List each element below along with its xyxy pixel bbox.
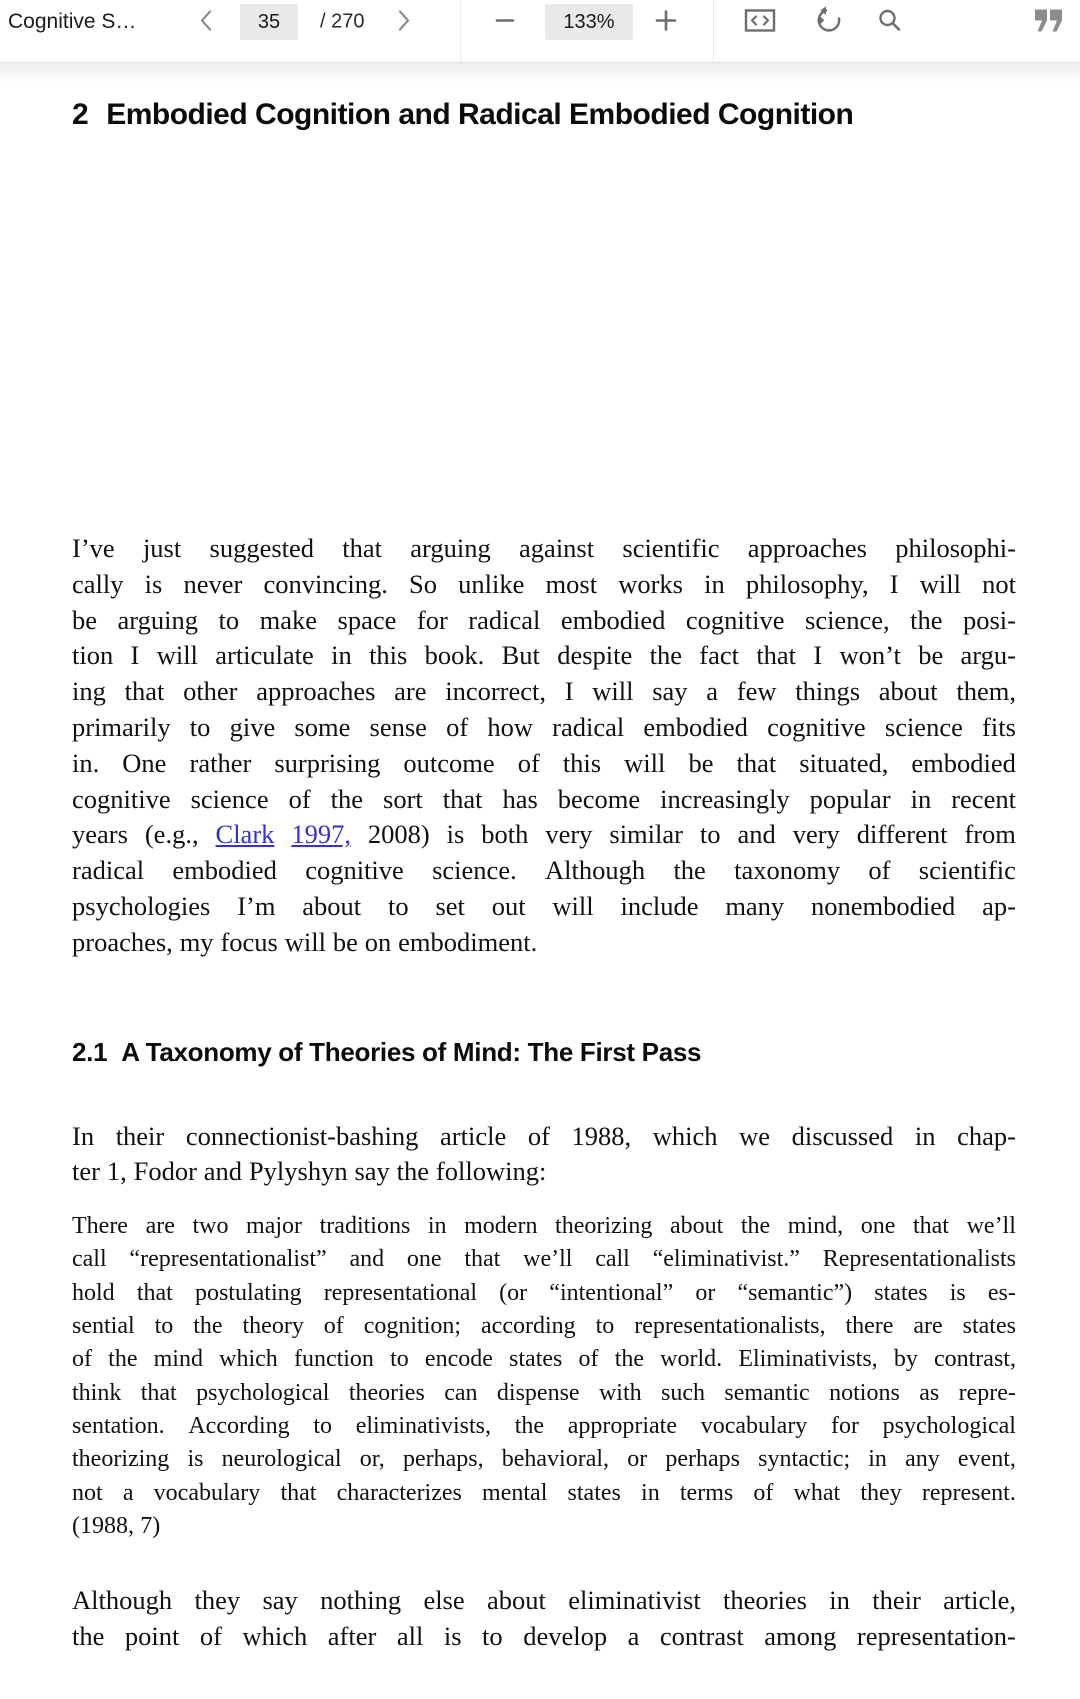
paragraph-intro xyxy=(72,531,1016,961)
chevron-right-icon xyxy=(394,8,414,37)
text-line: tion I will articulate in this book. But despite the fact that I won’t be argu- xyxy=(72,640,1016,671)
citation-link[interactable]: 1997, xyxy=(291,819,351,850)
text-line: call “representationalist” and one that we’ll call “eliminativist.” Representationalists xyxy=(72,1246,1016,1273)
text-line: in. One rather surprising outcome of this will be that situated, embodied xyxy=(72,747,1016,778)
fit-width-icon xyxy=(744,8,776,37)
text-line: proaches, my focus will be on embodiment. xyxy=(72,926,538,957)
toolbar-divider xyxy=(713,0,714,62)
zoom-in-button[interactable] xyxy=(650,5,682,40)
text-line: (1988, 7) xyxy=(72,1512,161,1539)
text-line: cally is never convincing. So unlike most works in philosophy, I will not xyxy=(72,568,1016,599)
search-button[interactable] xyxy=(874,5,906,40)
section-number: 2.1 xyxy=(72,1036,108,1067)
pdf-viewer-toolbar xyxy=(0,0,1080,44)
text-line: ing that other approaches are incorrect, I will say a few things about them, xyxy=(72,676,1016,707)
toolbar-gap xyxy=(0,44,1080,62)
text-line: cognitive science of the sort that has become increasingly popular in recent xyxy=(72,783,1016,814)
text-line: hold that postulating representational (or “intentional” or “semantic”) states is es- xyxy=(72,1279,1016,1306)
paragraph-lead-in xyxy=(72,1119,1016,1191)
text-line: ter 1, Fodor and Pylyshyn say the following: xyxy=(72,1156,547,1187)
chapter-heading xyxy=(72,83,1016,135)
page-number-input[interactable]: 35 xyxy=(240,4,298,40)
magnifier-icon xyxy=(876,7,904,38)
text-line: primarily to give some sense of how radical embodied cognitive science fits xyxy=(72,711,1016,742)
text-line: of the mind which function to encode states of the world. Eliminativists, by contrast, xyxy=(72,1346,1016,1373)
text-line: Although they say nothing else about eliminativist theories in their article, xyxy=(72,1585,1016,1616)
section-heading xyxy=(72,1035,1016,1069)
next-page-button[interactable] xyxy=(392,6,416,39)
section-title: A Taxonomy of Theories of Mind: The First Pass xyxy=(121,1036,702,1067)
toolbar-divider xyxy=(460,0,461,62)
chevron-left-icon xyxy=(196,8,216,37)
content-top-shadow xyxy=(0,62,1080,83)
quote-annotation-button[interactable] xyxy=(1032,6,1066,39)
quotation-marks-icon xyxy=(1034,8,1064,37)
text-line: I’ve just suggested that arguing against scientific approaches philosophi- xyxy=(72,533,1016,563)
paragraph-following xyxy=(72,1583,1016,1655)
text-line: In their connectionist-bashing article of 1988, which we discussed in chap- xyxy=(72,1120,1016,1151)
rotate-counterclockwise-icon xyxy=(814,6,844,39)
text-line: psychologies I’m about to set out will include many nonembodied ap- xyxy=(72,890,1016,921)
chapter-number: 2 xyxy=(72,98,89,131)
block-quote xyxy=(72,1210,1016,1543)
page-total-label: / 270 xyxy=(320,10,365,33)
minus-icon xyxy=(492,8,518,37)
plus-icon xyxy=(652,7,680,38)
text-line: the point of which after all is to develop a contrast among representation- xyxy=(72,1620,1016,1651)
text-line: not a vocabulary that characterizes mental states in terms of what they represent. xyxy=(72,1479,1016,1506)
document-title: Cognitive S… xyxy=(8,10,137,33)
citation-link[interactable]: Clark xyxy=(215,819,275,850)
text-line: There are two major traditions in modern theorizing about the mind, one that we’ll xyxy=(72,1213,1016,1240)
previous-page-button[interactable] xyxy=(194,6,218,39)
fit-width-button[interactable] xyxy=(742,6,778,39)
text-line: think that psychological theories can dispense with such semantic notions as repre- xyxy=(72,1379,1016,1406)
pdf-page xyxy=(0,83,1080,1655)
zoom-out-button[interactable] xyxy=(490,6,520,39)
text-line: be arguing to make space for radical embodied cognitive science, the posi- xyxy=(72,604,1016,635)
text-line: sentation. According to eliminativists, the appropriate vocabulary for psychological xyxy=(72,1412,1016,1439)
zoom-level-input[interactable]: 133% xyxy=(545,4,633,40)
chapter-title: Embodied Cognition and Radical Embodied Cognition xyxy=(106,98,854,131)
text-line: theorizing is neurological or, perhaps, behavioral, or perhaps syntactic; in any event, xyxy=(72,1446,1016,1473)
text-line: radical embodied cognitive science. Although the taxonomy of scientific xyxy=(72,855,1016,886)
text-line: years (e.g., Clark 1997, 2008) is both very similar to and very different from xyxy=(72,817,1016,853)
rotate-button[interactable] xyxy=(812,4,846,41)
text-line: sential to the theory of cognition; according to representationalists, there are states xyxy=(72,1313,1016,1340)
